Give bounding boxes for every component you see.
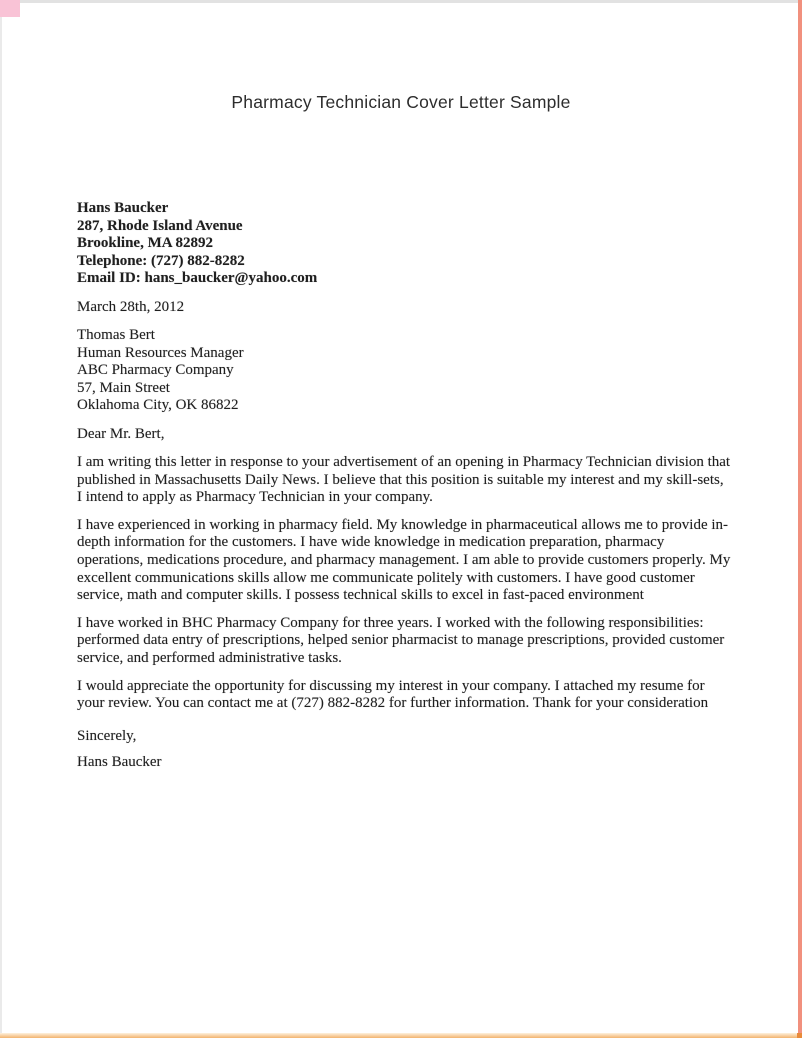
paragraph-work-history: I have worked in BHC Pharmacy Company for three years. I worked with the following responsibilities: performed data entry of prescriptions, helped senior pharmacist to manage prescriptions, provided customer service, and performed administrative tasks.: [77, 614, 725, 666]
recipient-company: ABC Pharmacy Company: [77, 362, 234, 378]
sender-block: [77, 200, 732, 288]
scan-corner-pink: [0, 0, 20, 17]
recipient-street: 57, Main Street: [77, 379, 170, 396]
sender-street: 287, Rhode Island Avenue: [77, 217, 243, 234]
recipient-city: Oklahoma City, OK 86822: [77, 397, 239, 413]
paragraph-experience: I have experienced in working in pharmacy field. My knowledge in pharmaceutical allows me to provide in-depth information for the customers. I have wide knowledge in medication preparation, pharmacy operations, medications procedure, and pharmacy management. I am able to provide customers properly. My excellent communications skills allow me communicate politely with customers. I have good customer service, math and computer skills. I possess technical skills to excel in fast-paced environment: [77, 516, 731, 604]
sender-city: Brookline, MA 82892: [77, 235, 213, 251]
paragraph-closing-request: I would appreciate the opportunity for discussing my interest in your company. I attached my resume for your review. You can contact me at (727) 882-8282 for further information. Thank for your consideration: [77, 677, 709, 712]
recipient-job-title: Human Resources Manager: [77, 344, 244, 361]
scan-border-bottom: [0, 1033, 802, 1038]
signature-name: Hans Baucker: [77, 754, 162, 771]
cover-letter-body: [0, 200, 802, 772]
sender-name: Hans Baucker: [77, 200, 169, 216]
salutation: Dear Mr. Bert,: [77, 425, 165, 442]
scan-border-left: [0, 0, 2, 1038]
scan-border-right: [798, 0, 802, 1038]
letter-date: March 28th, 2012: [77, 298, 185, 315]
sender-telephone: Telephone: (727) 882-8282: [77, 252, 245, 269]
page-title: Pharmacy Technician Cover Letter Sample: [231, 92, 571, 112]
scan-corner-orange: [797, 1033, 802, 1038]
paragraph-introduction: I am writing this letter in response to your advertisement of an opening in Pharmacy Technician division that published in Massachusetts Daily News. I believe that this position is suitable my interest and my skill-sets, I intend to apply as Pharmacy Technician in your company.: [77, 454, 731, 506]
sender-email: Email ID: hans_baucker@yahoo.com: [77, 270, 318, 286]
recipient-name: Thomas Bert: [77, 327, 155, 343]
recipient-block: [77, 327, 732, 415]
scan-border-top: [0, 0, 802, 3]
closing: Sincerely,: [77, 727, 137, 744]
